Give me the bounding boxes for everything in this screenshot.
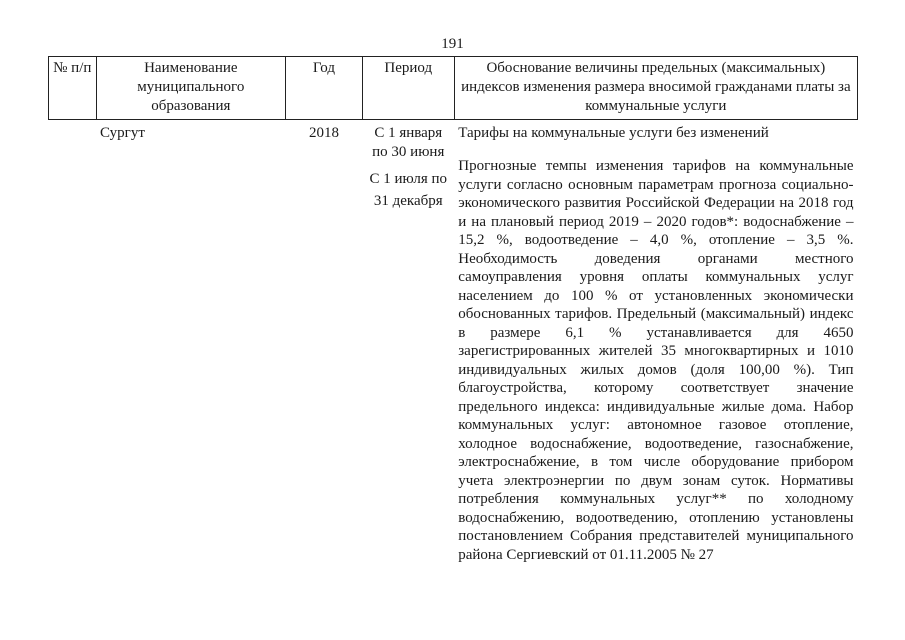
page-number: 191 <box>441 36 464 52</box>
period-first-half: С 1 января по 30 июня <box>372 125 445 160</box>
cell-municipality: Сургут <box>100 125 145 141</box>
header-municipality: Наименование муниципального образования <box>96 57 286 120</box>
header-year: Год <box>286 57 363 120</box>
cell-period <box>362 120 454 565</box>
justification-first-half: Тарифы на коммунальные услуги без изменений <box>458 125 769 141</box>
header-justification: Обоснование величины предельных (максимальных) индексов изменения размера вносимой гражданами платы за коммунальные услуги <box>454 57 857 120</box>
justification-second-half: Прогнозные темпы изменения тарифов на коммунальные услуги согласно основным параметрам прогноза социально-экономического развития Российской Федерации на 2018 год и на плановый период 2019 – 2020 годов*: водоснабжение – 15,2 %, водоотведение – 4,0 %, отопление – 3,5 %. Необходимость доведения органами местного самоуправления уровня оплаты коммунальных услуг населением до 100 % от установленных экономически обоснованных тарифов. Предельный (максимальный) индекс в размере 6,1 % устанавливается для 4650 зарегистрированных жителей 35 многоквартирных и 1010 индивидуальных жилых домов (доля 100,00 %). Тип благоустройства, которому соответствует значение предельного индекса: индивидуальные жилые дома. Набор коммунальных услуг: автономное газовое отопление, холодное водоснабжение, водоотведение, газоснабжение, электроснабжение, в том числе оборудование прибором учета электроэнергии по двум зонам суток. Нормативы потребления коммунальных услуг** по холодному водоснабжению, водоотведению, отоплению установлены постановлением Собрания представителей муниципального района Сергиевский от 01.11.2005 № 27 <box>458 158 854 563</box>
period-second-half: С 1 июля по 31 декабря <box>369 171 448 209</box>
cell-justification <box>454 120 857 565</box>
header-number: № п/п <box>49 57 97 120</box>
table-row <box>49 120 858 565</box>
cell-number <box>49 120 97 565</box>
tariff-table <box>48 56 858 564</box>
header-period: Период <box>362 57 454 120</box>
cell-year: 2018 <box>308 125 339 141</box>
table-header-row <box>49 57 858 120</box>
